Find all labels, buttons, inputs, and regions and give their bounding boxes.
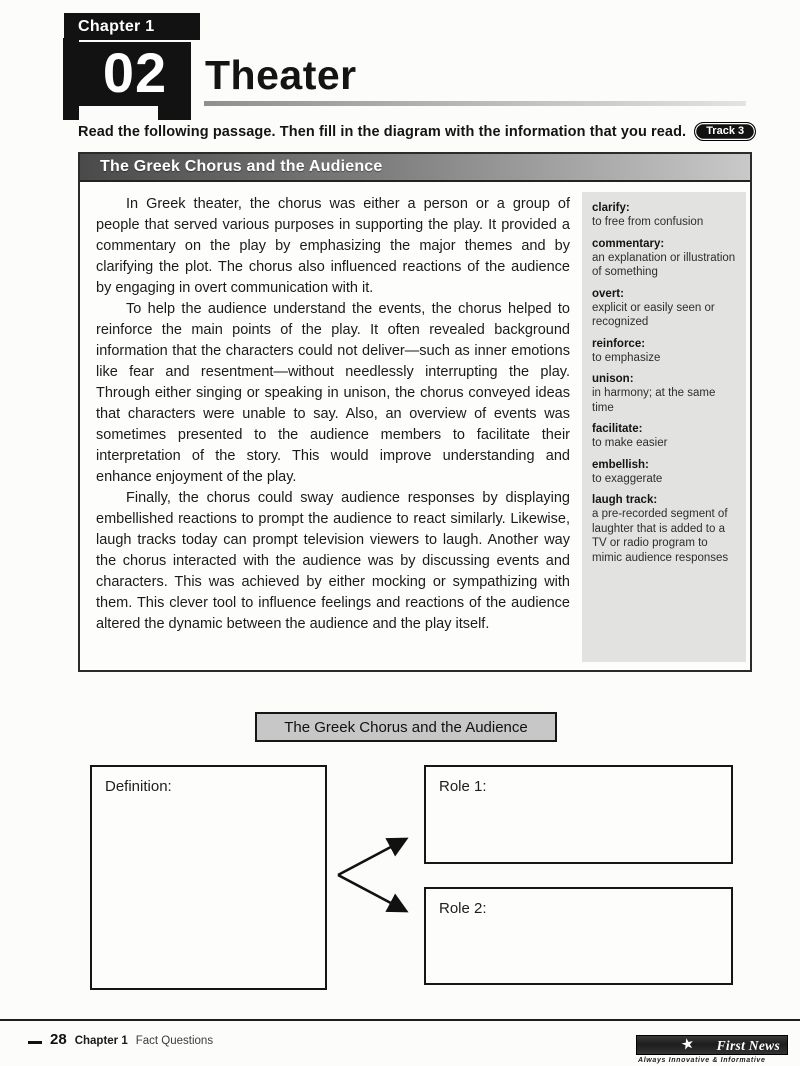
unit-title: Theater — [205, 52, 357, 98]
unit-number-box — [79, 42, 191, 106]
vocab-definition: an explanation or illustration of something — [592, 251, 736, 278]
publisher-logo-text: First News — [716, 1038, 780, 1053]
vocab-term: laugh track: — [592, 494, 658, 506]
unit-number-decoration-tab — [158, 105, 191, 120]
vocab-term: clarify: — [592, 202, 630, 214]
instruction-text: Read the following passage. Then fill in the diagram with the information that you read. — [78, 123, 687, 140]
vocab-term: reinforce: — [592, 337, 646, 350]
vocab-term: unison: — [592, 373, 634, 385]
vocab-entry — [592, 372, 737, 415]
vocab-entry — [592, 201, 737, 230]
vocab-entry — [592, 422, 737, 451]
diagram-definition-box — [90, 765, 327, 990]
publisher-tagline: Always Innovative & Informative — [638, 1057, 766, 1064]
diagram-title: The Greek Chorus and the Audience — [255, 712, 557, 742]
passage-paragraph-2: To help the audience understand the events, the chorus helped to reinforce the main points of the play. It often revealed background information that the characters could not deliver—such as inner emotions like fear and resentment—without needlessly interrupting the play. Through either singing or speaking in unison, the chorus conveyed ideas that characters were unable to say. Also, an overview of events was sometimes presented to the audience members to facilitate their interpretation of the story. This would improve understanding and enhance enjoyment of the play. — [96, 301, 570, 485]
vocab-term: commentary: — [592, 237, 665, 250]
crop-mark — [28, 1041, 42, 1044]
vocab-entry — [592, 337, 737, 366]
vocab-term: embellish: — [592, 458, 649, 471]
vocab-definition: to exaggerate — [592, 472, 663, 485]
vocab-entry — [592, 458, 737, 487]
diagram-arrows — [328, 826, 428, 924]
passage-paragraph-1: In Greek theater, the chorus was either a person or a group of people that served various purposes in supporting the play. It provided a commentary on the play by emphasizing the major themes and by clarifying the plot. The chorus also influenced reactions of the audience by engaging in overt communication with it. — [96, 196, 570, 296]
star-icon: ★ — [679, 1034, 696, 1055]
vocab-definition: to emphasize — [592, 351, 661, 364]
passage-text — [96, 192, 582, 662]
vocab-entry — [592, 237, 737, 280]
publisher-logo — [636, 1035, 788, 1055]
footer-left — [50, 1031, 213, 1048]
passage-paragraph-3: Finally, the chorus could sway audience responses by displaying embellished reactions to prompt the audience to react similarly. Likewise, laugh tracks today can prompt television viewers to laugh. Another way the chorus interacted with the audience was by discussing events and characters. This was achieved by either mocking or sympathizing with them. This clever tool to influence feelings and reactions of the audience altered the dynamic between the audience and the play itself. — [96, 490, 570, 632]
vocab-definition: in harmony; at the same time — [592, 387, 716, 414]
passage-content — [80, 182, 750, 670]
vocab-term: facilitate: — [592, 423, 643, 435]
role1-label: Role 1: — [439, 778, 487, 795]
page-number: 28 — [50, 1031, 67, 1048]
audio-track-badge: Track 3 — [694, 122, 756, 141]
chapter-tag: Chapter 1 — [64, 13, 200, 40]
vocab-term: overt: — [592, 287, 624, 300]
vocabulary-sidebar — [582, 192, 746, 662]
footer-chapter: Chapter 1 — [74, 1035, 128, 1047]
unit-number: 02 — [102, 41, 168, 104]
vocab-entry — [592, 493, 737, 565]
passage-title: The Greek Chorus and the Audience — [80, 154, 750, 182]
diagram-role2-box — [424, 887, 733, 985]
reading-passage-box — [78, 152, 752, 672]
instruction-row — [78, 122, 784, 141]
diagram-role1-box — [424, 765, 733, 864]
vocab-definition: a pre-recorded segment of laughter that is added to a TV or radio program to mimic audience responses — [592, 508, 729, 564]
footer-section: Fact Questions — [135, 1035, 214, 1047]
definition-label: Definition: — [105, 778, 172, 795]
unit-number-decoration-bar — [63, 38, 79, 120]
vocab-definition: to free from confusion — [592, 216, 704, 228]
role2-label: Role 2: — [439, 900, 487, 917]
title-underline-rule — [204, 101, 746, 106]
footer-rule — [0, 1019, 800, 1021]
vocab-definition: explicit or easily seen or recognized — [592, 301, 715, 328]
vocab-entry — [592, 287, 737, 330]
vocab-definition: to make easier — [592, 437, 668, 449]
